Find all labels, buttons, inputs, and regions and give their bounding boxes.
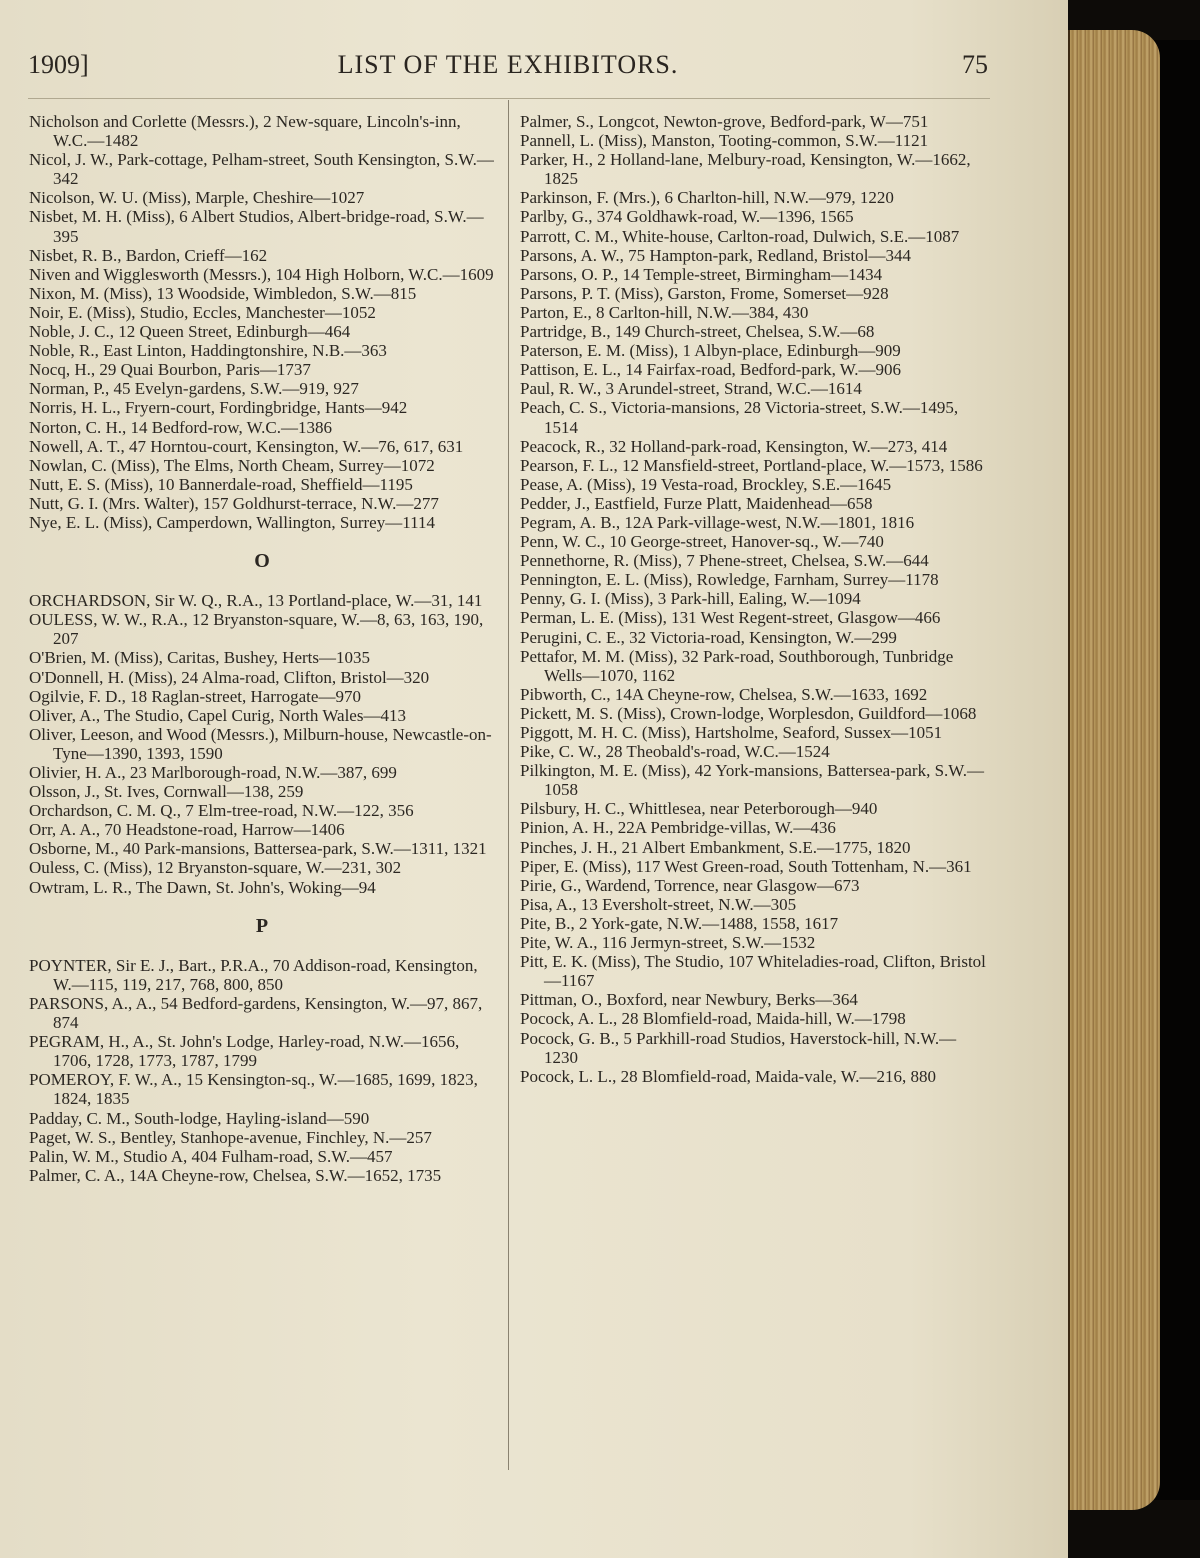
exhibitor-entry: Parsons, A. W., 75 Hampton-park, Redland, Bristol—344: [520, 245, 911, 265]
exhibitor-entry: Pennington, E. L. (Miss), Rowledge, Farnham, Surrey—1178: [520, 570, 939, 590]
exhibitor-entry: Parsons, P. T. (Miss), Garston, Frome, Somerset—928: [520, 283, 889, 303]
exhibitor-entry: Pettafor, M. M. (Miss), 32 Park-road, Southborough, Tunbridge Wells—1070, 1162: [520, 646, 954, 685]
exhibitor-entry: Nutt, E. S. (Miss), 10 Bannerdale-road, Sheffield—1195: [29, 474, 413, 494]
exhibitor-entry: Perman, L. E. (Miss), 131 West Regent-street, Glasgow—466: [520, 608, 941, 628]
exhibitor-entry: Pinion, A. H., 22A Pembridge-villas, W.—436: [520, 818, 836, 838]
exhibitor-entry: Olsson, J., St. Ives, Cornwall—138, 259: [29, 782, 304, 802]
exhibitor-entry: Owtram, L. R., The Dawn, St. John's, Woking—94: [29, 877, 376, 897]
o-entries-list: [29, 591, 495, 897]
exhibitor-entry: Pitt, E. K. (Miss), The Studio, 107 Whiteladies-road, Clifton, Bristol—1167: [520, 952, 986, 991]
exhibitor-entry: Pennethorne, R. (Miss), 7 Phene-street, Chelsea, S.W.—644: [520, 551, 929, 571]
exhibitor-entry: Norman, P., 45 Evelyn-gardens, S.W.—919, 927: [29, 379, 359, 399]
exhibitor-entry: Perugini, C. E., 32 Victoria-road, Kensington, W.—299: [520, 627, 897, 647]
right-entries-list: [520, 112, 990, 1086]
exhibitor-entry: Palmer, C. A., 14A Cheyne-row, Chelsea, S.W.—1652, 1735: [29, 1165, 442, 1185]
page-header: [28, 50, 988, 86]
exhibitor-entry: Pinches, J. H., 21 Albert Embankment, S.E.—1775, 1820: [520, 837, 911, 857]
exhibitor-entry: Paterson, E. M. (Miss), 1 Albyn-place, Edinburgh—909: [520, 341, 901, 361]
exhibitor-entry: Parton, E., 8 Carlton-hill, N.W.—384, 430: [520, 302, 809, 322]
exhibitor-entry: Orchardson, C. M. Q., 7 Elm-tree-road, N.W.—122, 356: [29, 801, 414, 821]
exhibitor-entry: Pocock, G. B., 5 Parkhill-road Studios, Haverstock-hill, N.W.—1230: [520, 1028, 957, 1067]
exhibitor-entry: Nicol, J. W., Park-cottage, Pelham-street, South Kensington, S.W.—342: [29, 150, 494, 189]
exhibitor-entry: Palmer, S., Longcot, Newton-grove, Bedford-park, W—751: [520, 112, 929, 131]
exhibitor-entry: Nye, E. L. (Miss), Camperdown, Wallington, Surrey—1114: [29, 512, 435, 532]
exhibitor-entry: O'Brien, M. (Miss), Caritas, Bushey, Herts—1035: [29, 648, 370, 668]
exhibitor-entry: POYNTER, Sir E. J., Bart., P.R.A., 70 Addison-road, Kensington, W.—115, 119, 217, 768, 800, 850: [29, 955, 478, 994]
exhibitor-entry: Noble, R., East Linton, Haddingtonshire, N.B.—363: [29, 341, 387, 361]
exhibitor-entry: Pedder, J., Eastfield, Furze Platt, Maidenhead—658: [520, 493, 873, 513]
exhibitor-entry: Oliver, Leeson, and Wood (Messrs.), Milburn-house, Newcastle-on-Tyne—1390, 1393, 1590: [29, 724, 492, 763]
exhibitor-entry: Nowell, A. T., 47 Horntou-court, Kensington, W.—76, 617, 631: [29, 436, 464, 456]
exhibitor-entry: ORCHARDSON, Sir W. Q., R.A., 13 Portland-place, W.—31, 141: [29, 591, 483, 611]
exhibitor-entry: Pite, W. A., 116 Jermyn-street, S.W.—1532: [520, 933, 816, 953]
exhibitor-entry: Pittman, O., Boxford, near Newbury, Berks—364: [520, 990, 858, 1010]
exhibitor-entry: Pilkington, M. E. (Miss), 42 York-mansions, Battersea-park, S.W.—1058: [520, 761, 985, 800]
exhibitor-entry: Noir, E. (Miss), Studio, Eccles, Manchester—1052: [29, 302, 376, 322]
exhibitor-entry: Pocock, L. L., 28 Blomfield-road, Maida-vale, W.—216, 880: [520, 1066, 936, 1086]
exhibitor-entry: Pattison, E. L., 14 Fairfax-road, Bedford-park, W.—906: [520, 360, 902, 380]
exhibitor-entry: Nutt, G. I. (Mrs. Walter), 157 Goldhurst-terrace, N.W.—277: [29, 493, 439, 513]
right-column: [520, 112, 990, 1086]
exhibitor-entry: Olivier, H. A., 23 Marlborough-road, N.W.—387, 699: [29, 763, 397, 782]
exhibitor-entry: PEGRAM, H., A., St. John's Lodge, Harley-road, N.W.—1656, 1706, 1728, 1773, 1787, 1799: [29, 1032, 460, 1071]
exhibitor-entry: Pannell, L. (Miss), Manston, Tooting-common, S.W.—1121: [520, 131, 929, 151]
exhibitor-entry: Noble, J. C., 12 Queen Street, Edinburgh—464: [29, 322, 351, 342]
book-page-edges: [1068, 30, 1160, 1510]
exhibitor-entry: Ogilvie, F. D., 18 Raglan-street, Harrogate—970: [29, 686, 361, 706]
exhibitor-entry: Pisa, A., 13 Eversholt-street, N.W.—305: [520, 894, 797, 914]
exhibitor-entry: Pite, B., 2 York-gate, N.W.—1488, 1558, 1617: [520, 913, 839, 933]
exhibitor-entry: Osborne, M., 40 Park-mansions, Battersea-park, S.W.—1311, 1321: [29, 839, 487, 859]
exhibitor-entry: Pibworth, C., 14A Cheyne-row, Chelsea, S.W.—1633, 1692: [520, 684, 928, 704]
exhibitor-entry: Piper, E. (Miss), 117 West Green-road, South Tottenham, N.—361: [520, 856, 972, 876]
exhibitor-entry: Pilsbury, H. C., Whittlesea, near Peterborough—940: [520, 799, 878, 819]
exhibitor-entry: Nowlan, C. (Miss), The Elms, North Cheam, Surrey—1072: [29, 455, 435, 475]
exhibitor-entry: OULESS, W. W., R.A., 12 Bryanston-square, W.—8, 63, 163, 190, 207: [29, 610, 484, 649]
header-title: LIST OF THE EXHIBITORS.: [337, 50, 679, 79]
exhibitor-entry: Pickett, M. S. (Miss), Crown-lodge, Worplesdon, Guildford—1068: [520, 703, 977, 723]
exhibitor-entry: Nicolson, W. U. (Miss), Marple, Cheshire—1027: [29, 188, 365, 208]
exhibitor-entry: Partridge, B., 149 Church-street, Chelsea, S.W.—68: [520, 322, 875, 342]
exhibitor-entry: Paul, R. W., 3 Arundel-street, Strand, W.C.—1614: [520, 379, 862, 399]
exhibitor-entry: Ouless, C. (Miss), 12 Bryanston-square, W.—231, 302: [29, 858, 402, 878]
exhibitor-entry: Parkinson, F. (Mrs.), 6 Charlton-hill, N.W.—979, 1220: [520, 188, 894, 208]
exhibitor-entry: Pegram, A. B., 12A Park-village-west, N.W.—1801, 1816: [520, 512, 915, 532]
exhibitor-entry: Piggott, M. H. C. (Miss), Hartsholme, Seaford, Sussex—1051: [520, 723, 943, 742]
exhibitor-entry: Nixon, M. (Miss), 13 Woodside, Wimbledon, S.W.—815: [29, 283, 417, 303]
exhibitor-entry: Pocock, A. L., 28 Blomfield-road, Maida-hill, W.—1798: [520, 1009, 906, 1029]
section-heading-o: O: [254, 550, 270, 573]
exhibitor-entry: Paget, W. S., Bentley, Stanhope-avenue, Finchley, N.—257: [29, 1127, 432, 1147]
exhibitor-entry: Pirie, G., Wardend, Torrence, near Glasgow—673: [520, 875, 860, 895]
header-year: 1909]: [28, 50, 89, 79]
exhibitor-entry: Peacock, R., 32 Holland-park-road, Kensington, W.—273, 414: [520, 436, 948, 456]
left-column: [29, 112, 495, 1185]
page-number: 75: [962, 50, 988, 79]
exhibitor-entry: Parker, H., 2 Holland-lane, Melbury-road, Kensington, W.—1662, 1825: [520, 150, 971, 189]
exhibitor-entry: PARSONS, A., A., 54 Bedford-gardens, Kensington, W.—97, 867, 874: [29, 993, 483, 1033]
exhibitor-entry: POMEROY, F. W., A., 15 Kensington-sq., W.—1685, 1699, 1823, 1824, 1835: [29, 1070, 478, 1109]
exhibitor-entry: Penny, G. I. (Miss), 3 Park-hill, Ealing, W.—1094: [520, 589, 861, 609]
column-divider: [508, 100, 509, 1470]
exhibitor-entry: Oliver, A., The Studio, Capel Curig, North Wales—413: [29, 705, 406, 725]
exhibitor-entry: Parlby, G., 374 Goldhawk-road, W.—1396, 1565: [520, 207, 854, 227]
exhibitor-entry: O'Donnell, H. (Miss), 24 Alma-road, Clifton, Bristol—320: [29, 667, 430, 687]
exhibitor-entry: Pearson, F. L., 12 Mansfield-street, Portland-place, W.—1573, 1586: [520, 455, 983, 475]
exhibitor-entry: Nisbet, R. B., Bardon, Crieff—162: [29, 245, 268, 265]
exhibitor-entry: Nicholson and Corlette (Messrs.), 2 New-square, Lincoln's-inn, W.C.—1482: [29, 112, 461, 151]
exhibitor-entry: Nisbet, M. H. (Miss), 6 Albert Studios, Albert-bridge-road, S.W.—395: [29, 207, 484, 246]
n-entries-list: [29, 112, 495, 532]
p-entries-list: [29, 956, 495, 1185]
exhibitor-entry: Niven and Wigglesworth (Messrs.), 104 High Holborn, W.C.—1609: [29, 264, 494, 284]
exhibitor-entry: Peach, C. S., Victoria-mansions, 28 Victoria-street, S.W.—1495, 1514: [520, 398, 959, 437]
exhibitor-entry: Pease, A. (Miss), 19 Vesta-road, Brockley, S.E.—1645: [520, 474, 892, 494]
exhibitor-entry: Penn, W. C., 10 George-street, Hanover-sq., W.—740: [520, 532, 884, 552]
exhibitor-entry: Norton, C. H., 14 Bedford-row, W.C.—1386: [29, 417, 332, 437]
exhibitor-entry: Pike, C. W., 28 Theobald's-road, W.C.—1524: [520, 742, 830, 762]
exhibitor-entry: Orr, A. A., 70 Headstone-road, Harrow—1406: [29, 820, 345, 840]
exhibitor-entry: Palin, W. M., Studio A, 404 Fulham-road, S.W.—457: [29, 1146, 393, 1166]
exhibitor-entry: Parsons, O. P., 14 Temple-street, Birmingham—1434: [520, 264, 883, 284]
exhibitor-entry: Parrott, C. M., White-house, Carlton-road, Dulwich, S.E.—1087: [520, 226, 960, 246]
section-heading-p: P: [255, 914, 269, 937]
exhibitor-entry: Norris, H. L., Fryern-court, Fordingbridge, Hants—942: [29, 398, 408, 418]
exhibitor-entry: Nocq, H., 29 Quai Bourbon, Paris—1737: [29, 360, 311, 380]
exhibitor-entry: Padday, C. M., South-lodge, Hayling-island—590: [29, 1108, 370, 1128]
header-rule: [28, 98, 990, 99]
